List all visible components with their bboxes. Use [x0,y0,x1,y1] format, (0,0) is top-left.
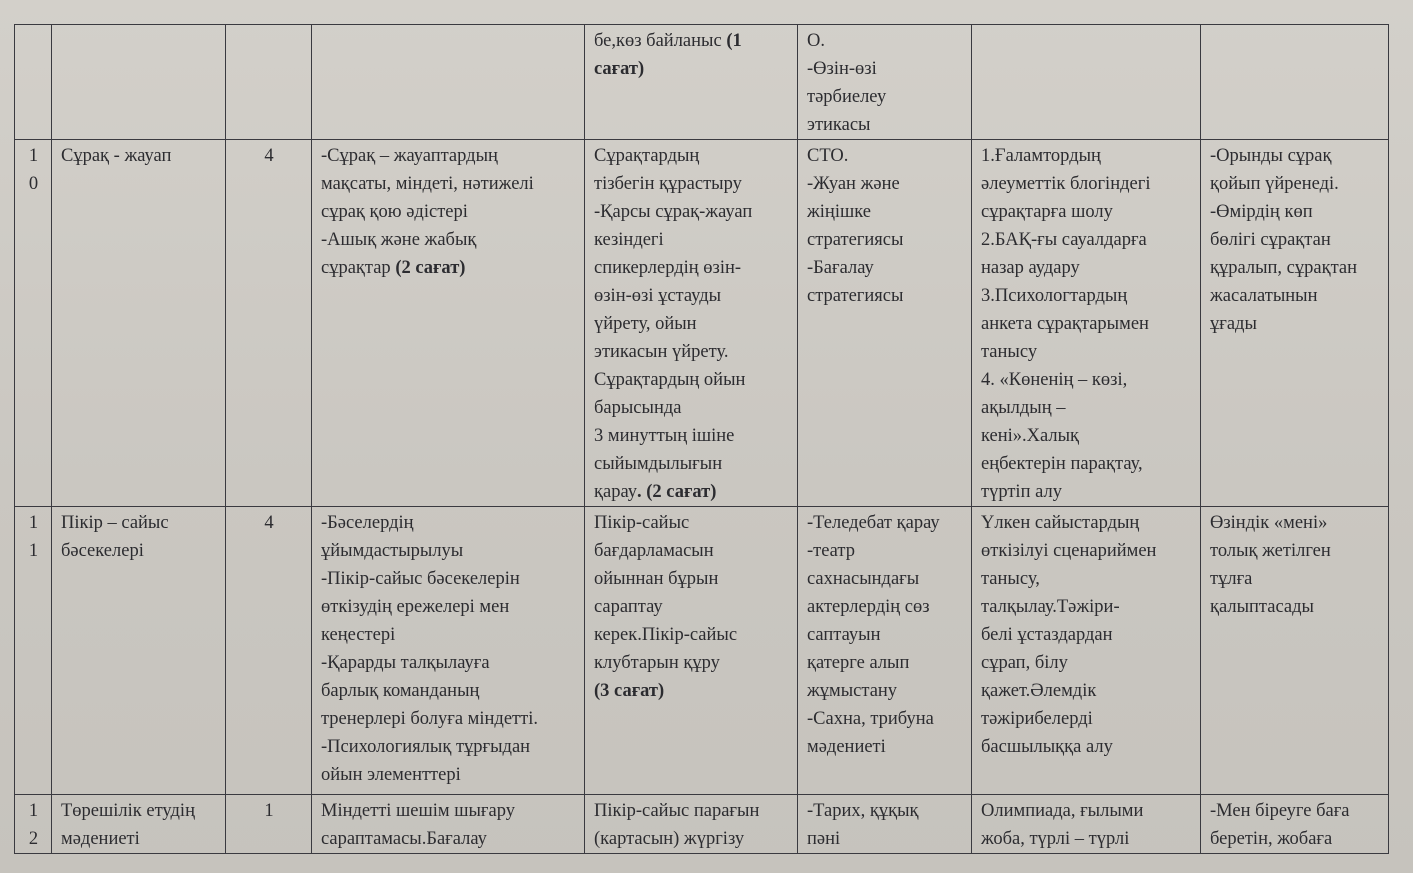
table-row [15,140,1389,507]
text-line: 3.Психологтардың [981,286,1128,306]
text-line: бөлігі сұрақтан [1210,230,1331,250]
text-line: үйрету, ойын [594,314,697,334]
text-line: -Өзін-өзі [807,59,877,79]
num-cell: 1 0 [15,140,52,507]
text-line: тізбегін құрастыру [594,174,742,194]
text-line: -Орынды сұрақ [1210,146,1332,166]
text-line: мақсаты, міндеті, нәтижелі [321,174,534,194]
text-line: белі ұстаздардан [981,625,1113,645]
results-cell [1201,795,1389,854]
text-line: барысында [594,398,682,418]
topic-cell [52,507,226,795]
text-line: жасалатынын [1210,286,1318,306]
results-cell [1201,140,1389,507]
resources-cell [972,507,1201,795]
text-line: кезіндегі [594,230,664,250]
text-line: СТО. [807,146,849,166]
hours-cell: 4 [226,507,312,795]
methods-cell [798,795,972,854]
text-line: -Өмірдің көп [1210,202,1313,222]
text-line: әлеуметтік блогіндегі [981,174,1151,194]
text-line: Өзіндік «мені» [1210,513,1328,533]
text-line: Төрешілік етудің [61,801,195,821]
text-line: назар аудару [981,258,1080,278]
text-line: сұрақтарға шолу [981,202,1113,222]
text-line: тренерлері болуға міндетті. [321,709,538,729]
content-cell [312,140,585,507]
text-line: пәні [807,829,841,849]
text-line: өзін-өзі ұстауды [594,286,722,306]
text-line: Пікір-сайыс [594,513,690,533]
text-line: сараптау [594,597,663,617]
text-line: ұғады [1210,314,1257,334]
text-line: -Бағалау [807,258,874,278]
text-line: стратегиясы [807,286,904,306]
text-line: сұрақ қою әдістері [321,202,468,222]
text-line: еңбектерін парақтау, [981,454,1143,474]
text-line: сараптамасы.Бағалау [321,829,487,849]
num-cell: 1 2 [15,795,52,854]
text-line: бәсекелері [61,541,144,561]
results-cell [1201,25,1389,140]
hours-cell [226,25,312,140]
text-line: -Бәселердің [321,513,414,533]
text-line: -Тарих, құқық [807,801,919,821]
text-line: -Сұрақ – жауаптардың [321,146,498,166]
text-line: -Мен біреуге баға [1210,801,1350,821]
table-row [15,795,1389,854]
text-line: 3 минуттың ішіне [594,426,735,446]
resources-cell [972,25,1201,140]
text-line: тұлға [1210,569,1253,589]
text-line: саптауын [807,625,881,645]
text-line: барлық команданың [321,681,480,701]
text-line: басшылыққа алу [981,737,1113,757]
text-line: тәжірибелерді [981,709,1093,729]
text-line: жоба, түрлі – түрлі [981,829,1130,849]
hours-cell: 4 [226,140,312,507]
text-line: сыйымдылығын [594,454,723,474]
text-line: этикасын үйрету. [594,342,729,362]
text-line: толық жетілген [1210,541,1331,561]
text-line: (3 сағат) [594,681,665,701]
text-line: қарау. (2 сағат) [594,482,717,502]
text-line: кеңестері [321,625,396,645]
text-line: сағат) [594,59,645,79]
text-line: түртіп алу [981,482,1062,502]
text-line: Пікір – сайыс [61,513,169,533]
text-line: -Пікір-сайыс бәсекелерін [321,569,520,589]
text-line: Міндетті шешім шығару [321,801,515,821]
activities-cell [585,140,798,507]
text-line: қажет.Әлемдік [981,681,1097,701]
resources-cell [972,795,1201,854]
content-cell [312,507,585,795]
text-line: бе,көз байланыс (1 [594,31,742,51]
text-line: Пікір-сайыс парағын [594,801,760,821]
text-line: -Жуан және [807,174,900,194]
text-line: 1.Ғаламтордың [981,146,1101,166]
text-line: 2.БАҚ-ғы сауалдарға [981,230,1147,250]
text-line: клубтарын құру [594,653,720,673]
text-line: ойын элементтері [321,765,461,785]
activities-cell [585,25,798,140]
text-line: стратегиясы [807,230,904,250]
text-line: О. [807,31,825,51]
hours-cell: 1 [226,795,312,854]
text-line: -Қарарды талқылауға [321,653,490,673]
text-line: өткізілуі сценариймен [981,541,1157,561]
text-line: Олимпиада, ғылыми [981,801,1144,821]
text-line: -Сахна, трибуна [807,709,934,729]
table-row-continued [15,25,1389,140]
text-line: кені».Халық [981,426,1080,446]
content-cell [312,25,585,140]
text-line: -Қарсы сұрақ-жауап [594,202,753,222]
text-line: анкета сұрақтарымен [981,314,1149,334]
topic-cell [52,140,226,507]
text-line: керек.Пікір-сайыс [594,625,738,645]
text-line: актерлердің сөз [807,597,930,617]
text-line: танысу [981,342,1038,362]
text-line: жіңішке [807,202,871,222]
text-line: Үлкен сайыстардың [981,513,1140,533]
text-line: -Теледебат қарау [807,513,940,533]
text-line: спикерлердің өзін- [594,258,742,278]
text-line: этикасы [807,115,871,135]
activities-cell [585,795,798,854]
methods-cell [798,25,972,140]
resources-cell [972,140,1201,507]
text-line: құралып, сұрақтан [1210,258,1358,278]
text-line: тәрбиелеу [807,87,887,107]
text-line: сахнасындағы [807,569,920,589]
text-line: мәдениеті [807,737,886,757]
text-line: мәдениеті [61,829,140,849]
text-line: (картасын) жүргізу [594,829,745,849]
text-line: ойыннан бұрын [594,569,719,589]
text-line: бағдарламасын [594,541,714,561]
methods-cell [798,140,972,507]
text-line: қатерге алып [807,653,910,673]
text-line: сұрақтар (2 сағат) [321,258,466,278]
text-line: -Психологиялық тұрғыдан [321,737,531,757]
content-cell [312,795,585,854]
text-line: ұйымдастырылуы [321,541,464,561]
text-line: -Ашық және жабық [321,230,477,250]
text-line: -театр [807,541,855,561]
results-cell [1201,507,1389,795]
activities-cell [585,507,798,795]
text-line: қойып үйренеді. [1210,174,1339,194]
text-line: беретін, жобаға [1210,829,1333,849]
text-line: қалыптасады [1210,597,1314,617]
text-line: өткізудің ережелері мен [321,597,510,617]
text-line: ақылдың – [981,398,1066,418]
topic-cell [52,25,226,140]
text-line: жұмыстану [807,681,898,701]
text-line: Сұрақ - жауап [61,146,172,166]
text-line: талқылау.Тәжіри- [981,597,1120,617]
text-line: сұрап, білу [981,653,1068,673]
num-cell: 1 1 [15,507,52,795]
text-line: Сұрақтардың ойын [594,370,746,390]
curriculum-table [14,24,1389,854]
table-row [15,507,1389,795]
text-line: 4. «Көненің – көзі, [981,370,1128,390]
text-line: Сұрақтардың [594,146,700,166]
text-line: танысу, [981,569,1040,589]
num-cell [15,25,52,140]
methods-cell [798,507,972,795]
topic-cell [52,795,226,854]
